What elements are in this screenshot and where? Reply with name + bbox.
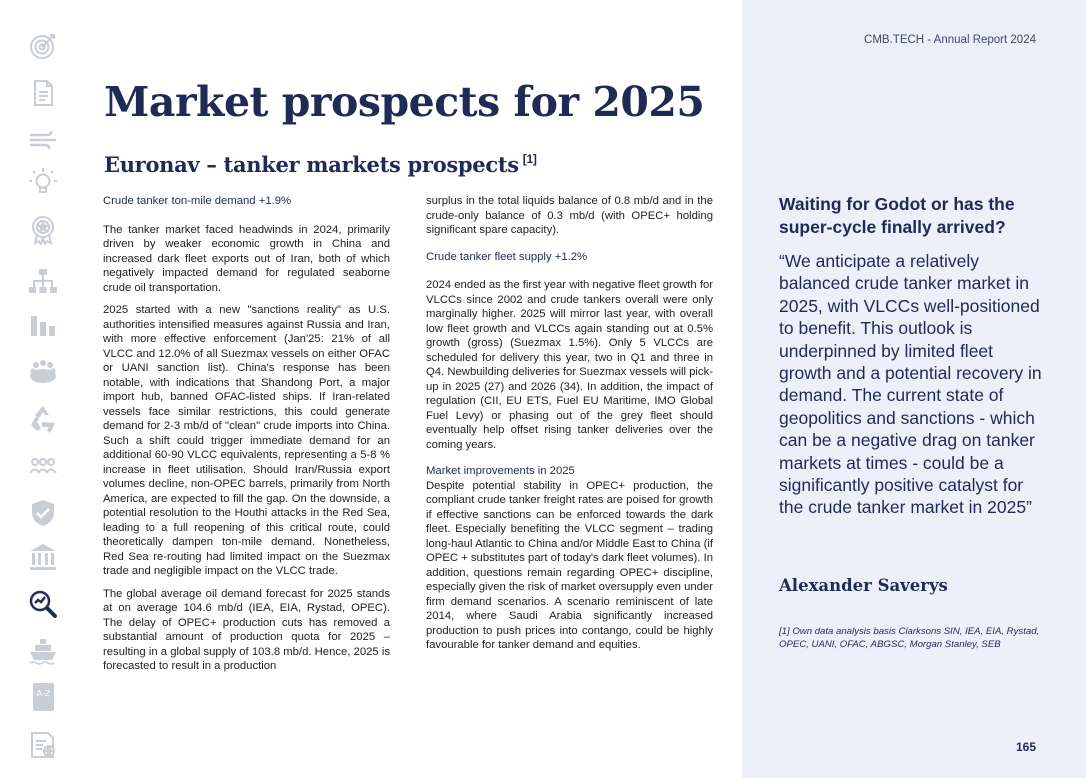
- report-label: CMB.TECH - Annual Report 2024: [864, 34, 1036, 46]
- pull-quote: “We anticipate a relatively balanced crude tanker market in 2025, with VLCCs well-positioned to benefit. This outlook is underpinned by limited fleet growth and a potential recovery in demand. The current state of geopolitics and sanctions - which can be a negative drag on tanker markets at times - could be a significantly positive catalyst for the crude tanker market in 2025”: [779, 251, 1042, 518]
- text-column-right: [426, 194, 713, 661]
- text-column-left: [103, 194, 390, 682]
- bank-icon[interactable]: [24, 538, 62, 576]
- quote-author: Alexander Saverys: [779, 576, 948, 595]
- target-icon[interactable]: [24, 27, 62, 65]
- document-icon[interactable]: [24, 74, 62, 112]
- team-icon[interactable]: [24, 447, 62, 485]
- fleet-supply-heading: Crude tanker fleet supply +1.2%: [426, 250, 588, 263]
- org-chart-icon[interactable]: [24, 262, 62, 300]
- ship-icon[interactable]: [24, 632, 62, 670]
- page-number: 165: [1015, 740, 1036, 754]
- quote-heading: Waiting for Godot or has the super-cycle finally arrived?: [779, 194, 1015, 237]
- market-improvements-heading: Market improvements in 2025: [426, 465, 575, 477]
- paragraph: Despite potential stability in OPEC+ production, the compliant crude tanker freight rates are poised for growth if effective sanctions can be enforced towards the dark fleet. Especially benefiting the VLCC segment – trading long-haul Atlantic to China and/or Middle East to China (if OPEC + substitutes part of today's dark fleet volumes). In addition, questions remain regarding OPEC+ discipline, especially given the risk of market oversupply even under firm demand scenarios. A scenario reminiscent of late 2014, where Saudi Arabia significantly increased production to push prices into contango, could be highly favourable for tanker demand and equities.: [426, 479, 713, 651]
- glossary-book-icon[interactable]: [24, 678, 62, 716]
- svg-text:A-Z: A-Z: [36, 689, 51, 698]
- paragraph: surplus in the total liquids balance of 0.8 mb/d and in the crude-only balance of 0.3 mb/d (with OPEC+ holding significant spare capacity).: [426, 195, 713, 236]
- magnifier-icon[interactable]: [24, 585, 62, 623]
- ton-mile-demand-heading: Crude tanker ton-mile demand +1.9%: [103, 195, 292, 207]
- subtitle-text: Euronav – tanker markets prospects: [104, 152, 519, 177]
- footnote: [1] Own data analysis basis Clarksons SIN, IEA, EIA, Rystad, OPEC, UANI, OFAC, ABGSC, Morgan Stanley, SEB: [779, 626, 1040, 650]
- award-icon[interactable]: [24, 210, 62, 248]
- people-group-icon[interactable]: [24, 353, 62, 391]
- section-subtitle: [104, 152, 537, 177]
- quote-panel: [742, 0, 1086, 778]
- shield-check-icon[interactable]: [24, 494, 62, 532]
- bar-chart-icon[interactable]: [24, 305, 62, 343]
- paragraph: The global average oil demand forecast for 2025 stands at on average 104.6 mb/d (IEA, EIA, Rystad, OPEC). The delay of OPEC+ production cuts has removed a substantial amount of production quota for 2025 – resulting in a global supply of 103.8 mb/d. Hence, 2025 is forecasted to result in a production: [103, 587, 390, 672]
- paragraph: 2024 ended as the first year with negative fleet growth for VLCCs since 2002 and crude tankers overall were only marginally higher. 2025 will mirror last year, with overall low fleet growth and VLCCs again standing out at 0.5% growth (gross) (Suezmax 1.5%). Only 5 VLCCs are scheduled for delivery this year, two in Q1 and three in Q4. Newbuilding deliveries for Suezmax vessels will pick-up in 2025 (27) and 2026 (34). In addition, the impact of regulation (CII, EU ETS, Fuel EU Maritime, IMO Global Fuel Levy) or phasing out of the grey fleet should eventually help offset rising tanker deliveries over the coming years.: [426, 279, 713, 451]
- paragraph: 2025 started with a new "sanctions reality" as U.S. authorities intensified measures against Russia and Iran, with more effective enforcement (Jan'25: 21% of all VLCC and 12.0% of all Suezmax vessels on either OFAC or UANI sanction list). China's response has been notable, with indications that Shandong Port, a major import hub, banned OFAC-listed ships. If Iran-related vessels face similar restrictions, this could generate demand for 2-3 mb/d of "clean" crude imports into China. Such a shift could trigger immediate demand for an additional 60-90 VLCC equivalents, representing a 5-8 % increase in fleet utilisation. Should Iran/Russia export volumes decline, non-OPEC barrels, primarily from North America, are expected to fill the gap. On the downside, a potential resolution to the Houthi attacks in the Red Sea, leading to a full reopening of this critical route, could theoretically dampen ton-mile demand. Nonetheless, Red Sea re-routing had limited impact on the Suezmax trade and negligible impact on the VLCC trade.: [103, 304, 390, 577]
- paragraph: The tanker market faced headwinds in 2024, primarily driven by weaker economic growth in China and increased dark fleet exports out of Iran, both of which negatively impacted demand for regulated seaborne crude oil transportation.: [103, 223, 390, 294]
- recycle-icon[interactable]: [24, 400, 62, 438]
- lightbulb-icon[interactable]: [24, 163, 62, 201]
- section-navigation: [0, 0, 90, 778]
- report-globe-icon[interactable]: [24, 726, 62, 764]
- page-title: Market prospects for 2025: [104, 78, 705, 126]
- wind-icon[interactable]: [24, 121, 62, 159]
- footnote-reference: [1]: [522, 152, 537, 166]
